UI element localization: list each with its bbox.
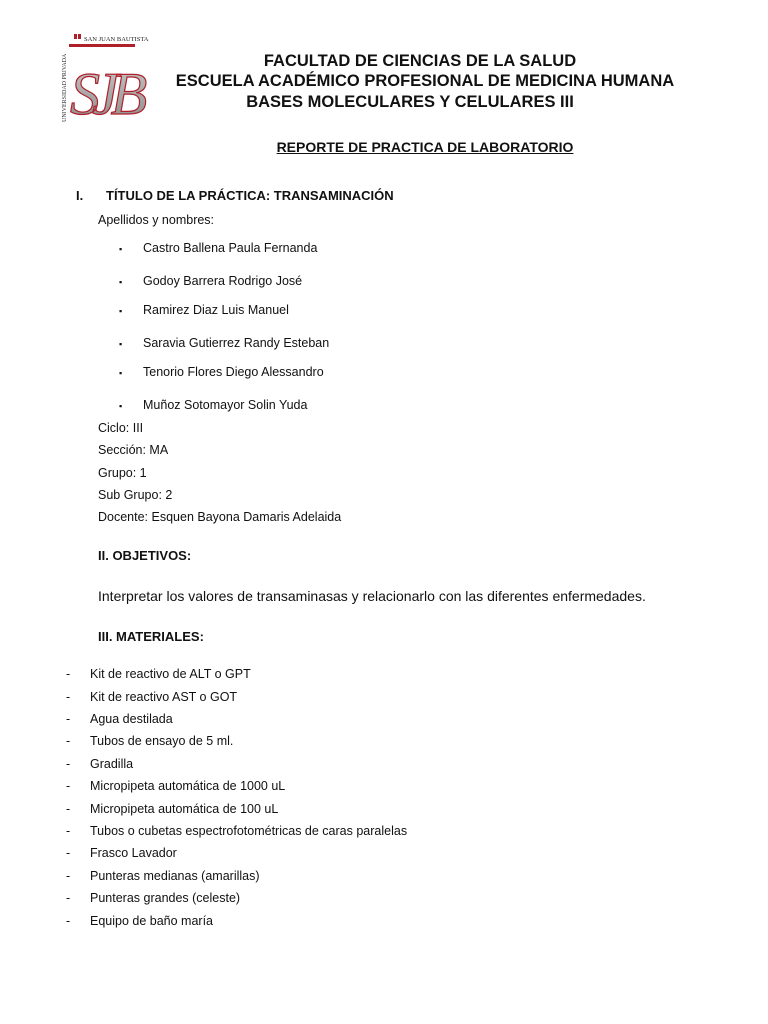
material-item: Agua destilada: [90, 712, 173, 726]
student-name: Castro Ballena Paula Fernanda: [143, 241, 318, 255]
course-title: BASES MOLECULARES Y CELULARES III: [246, 93, 574, 111]
material-item: Frasco Lavador: [90, 846, 177, 860]
dash-marker: -: [66, 757, 71, 771]
bullet-icon: ▪: [119, 368, 123, 378]
dash-marker: -: [66, 712, 71, 726]
bullet-icon: ▪: [119, 401, 123, 411]
material-item: Punteras grandes (celeste): [90, 891, 241, 905]
report-title: REPORTE DE PRACTICA DE LABORATORIO: [276, 139, 574, 155]
school-title: ESCUELA ACADÉMICO PROFESIONAL DE MEDICINA HUMANA: [175, 72, 675, 90]
section1-title: TÍTULO DE LA PRÁCTICA: TRANSAMINACIÓN: [106, 188, 394, 203]
section2-title: II. OBJETIVOS:: [98, 548, 192, 563]
dash-marker: -: [66, 690, 71, 704]
cycle-info: Ciclo: III: [98, 421, 144, 435]
material-item: Tubos de ensayo de 5 ml.: [90, 734, 234, 748]
section-info: Sección: MA: [98, 443, 169, 457]
section3-title: III. MATERIALES:: [98, 629, 204, 644]
group-info: Grupo: 1: [98, 466, 147, 480]
university-logo: [56, 34, 149, 127]
objective-text: Interpretar los valores de transaminasas y relacionarlo con las diferentes enfermedades.: [98, 588, 646, 604]
subgroup-info: Sub Grupo: 2: [98, 488, 173, 502]
names-label: Apellidos y nombres:: [98, 213, 215, 227]
bullet-icon: ▪: [119, 306, 123, 316]
material-item: Gradilla: [90, 757, 134, 771]
student-name: Godoy Barrera Rodrigo José: [143, 274, 303, 288]
section1-numeral: I.: [76, 188, 84, 203]
dash-marker: -: [66, 734, 71, 748]
dash-marker: -: [66, 779, 71, 793]
dash-marker: -: [66, 667, 71, 681]
dash-marker: -: [66, 846, 71, 860]
dash-marker: -: [66, 824, 71, 838]
dash-marker: -: [66, 914, 71, 928]
bullet-icon: ▪: [119, 339, 123, 349]
dash-marker: -: [66, 802, 71, 816]
logo-top-text: SAN JUAN BAUTISTA: [84, 36, 149, 43]
material-item: Kit de reactivo de ALT o GPT: [90, 667, 251, 681]
student-name: Ramirez Diaz Luis Manuel: [143, 303, 289, 317]
sjb-logo-icon: [56, 34, 149, 127]
teacher-info: Docente: Esquen Bayona Damaris Adelaida: [98, 510, 342, 524]
material-item: Micropipeta automática de 100 uL: [90, 802, 279, 816]
material-item: Micropipeta automática de 1000 uL: [90, 779, 286, 793]
dash-marker: -: [66, 891, 71, 905]
material-item: Kit de reactivo AST o GOT: [90, 690, 238, 704]
logo-initials: SJB: [70, 61, 140, 127]
student-name: Saravia Gutierrez Randy Esteban: [143, 336, 330, 350]
material-item: Tubos o cubetas espectrofotométricas de caras paralelas: [90, 824, 408, 838]
material-item: Punteras medianas (amarillas): [90, 869, 260, 883]
bullet-icon: ▪: [119, 244, 123, 254]
bullet-icon: ▪: [119, 277, 123, 287]
student-name: Muñoz Sotomayor Solin Yuda: [143, 398, 308, 412]
dash-marker: -: [66, 869, 71, 883]
logo-side-text: UNIVERSIDAD PRIVADA: [62, 53, 68, 122]
student-name: Tenorio Flores Diego Alessandro: [143, 365, 324, 379]
faculty-title: FACULTAD DE CIENCIAS DE LA SALUD: [263, 52, 577, 70]
material-item: Equipo de baño maría: [90, 914, 214, 928]
